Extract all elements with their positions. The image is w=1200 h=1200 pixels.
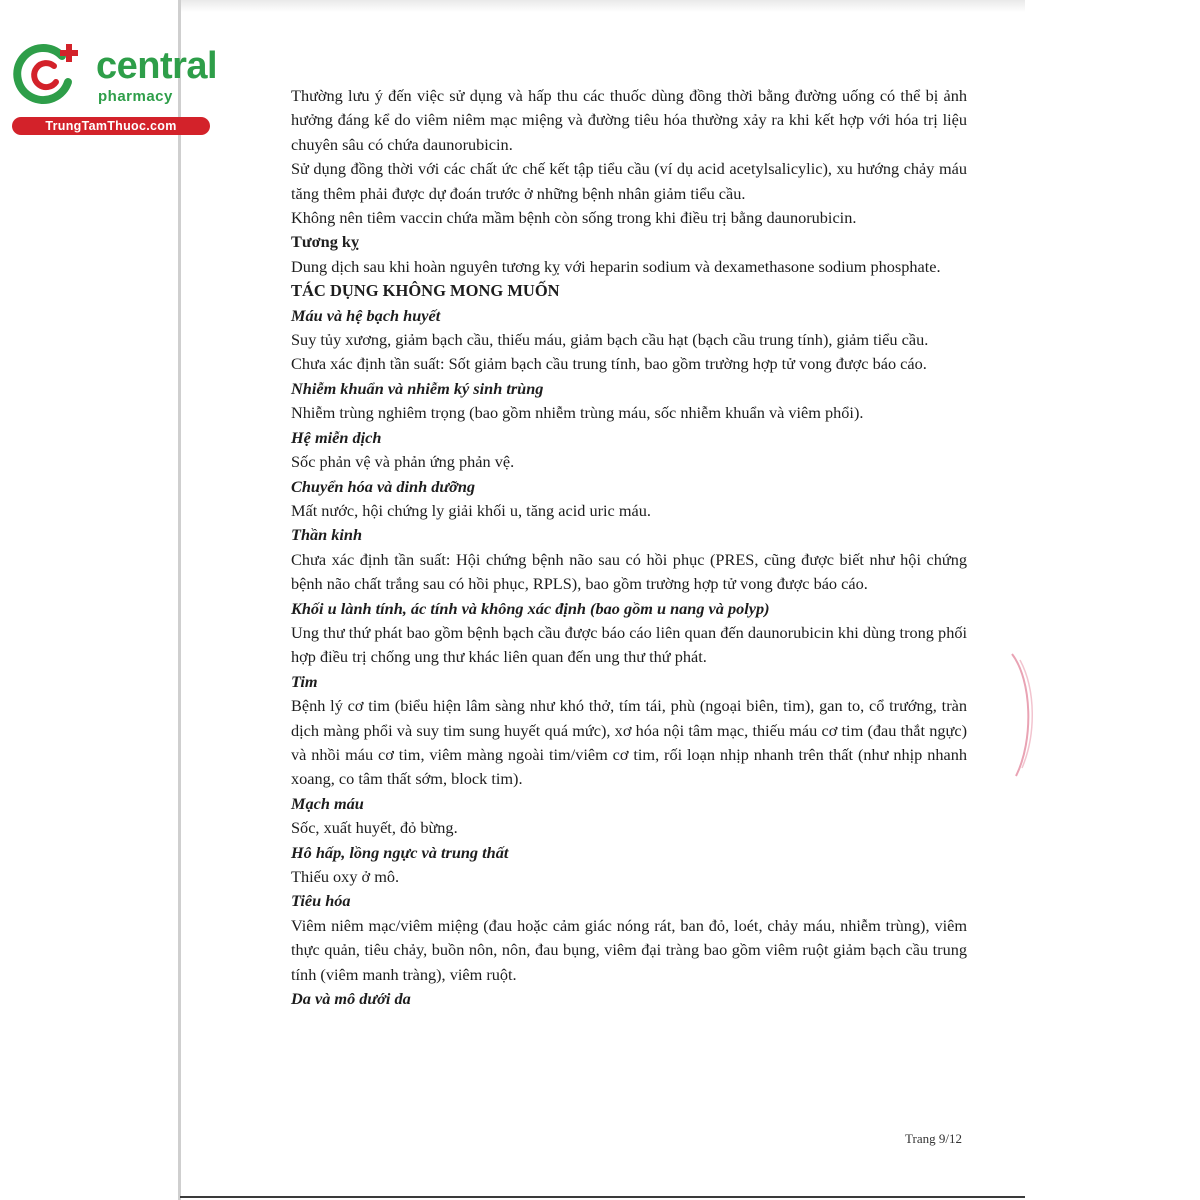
subsection-heading: Hệ miễn dịch	[291, 427, 382, 447]
subsection-heading: Tương kỵ	[291, 232, 360, 252]
subsection-heading: Chuyển hóa và dinh dưỡng	[291, 476, 476, 496]
stamp-mark-icon	[1008, 650, 1038, 780]
subsection-heading: Khối u lành tính, ác tính và không xác định (bao gồm u nang và polyp)	[291, 598, 770, 618]
paragraph: Chưa xác định tần suất: Sốt giảm bạch cầu trung tính, bao gồm trường hợp tử vong được báo cáo.	[291, 354, 927, 374]
central-pharmacy-logo[interactable]	[10, 38, 220, 138]
subsection-heading: Hô hấp, lồng ngực và trung thất	[291, 842, 509, 862]
subsection-heading: Mạch máu	[291, 793, 364, 813]
paragraph: Mất nước, hội chứng ly giải khối u, tăng acid uric máu.	[291, 500, 651, 520]
paragraph: Bệnh lý cơ tim (biểu hiện lâm sàng như khó thở, tím tái, phù (ngoại biên, tim), gan to, cổ trướng, tràn dịch màng phổi và suy tim sung huyết quá mức), xơ hóa nội tâm mạc, thiếu máu cơ tim (đau thắt ngực) và nhồi máu cơ tim, viêm màng ngoài tim/viêm cơ tim, rối loạn nhịp nhanh trên thất (như nhịp nhanh xoang, co tâm thất sớm, block tim).	[291, 696, 967, 789]
subsection-heading: Da và mô dưới da	[291, 989, 411, 1009]
paragraph: Viêm niêm mạc/viêm miệng (đau hoặc cảm giác nóng rát, ban đỏ, loét, chảy máu, nhiễm trùng), viêm thực quản, tiêu chảy, buồn nôn, nôn, đau bụng, viêm đại tràng bao gồm viêm ruột giảm bạch cầu trung tính (viêm manh tràng), viêm ruột.	[291, 915, 967, 984]
pharmacy-logo-icon	[10, 38, 86, 108]
paragraph: Ung thư thứ phát bao gồm bệnh bạch cầu được báo cáo liên quan đến daunorubicin khi dùng trong phối hợp điều trị chống ung thư khác liên quan đến ung thư thứ phát.	[291, 622, 967, 667]
subsection-heading: Máu và hệ bạch huyết	[291, 305, 441, 325]
paragraph: Sốc phản vệ và phản ứng phản vệ.	[291, 452, 515, 472]
scan-left-edge	[178, 0, 181, 1200]
subsection-heading: Thần kinh	[291, 525, 363, 545]
section-heading: TÁC DỤNG KHÔNG MONG MUỐN	[291, 281, 560, 301]
subsection-heading: Nhiễm khuẩn và nhiễm ký sinh trùng	[291, 378, 544, 398]
scan-top-edge	[180, 0, 1025, 12]
paragraph: Thiếu oxy ở mô.	[291, 867, 400, 886]
paragraph: Sốc, xuất huyết, đỏ bừng.	[291, 818, 458, 838]
logo-brand-text: central	[96, 45, 218, 87]
subsection-heading: Tiêu hóa	[291, 891, 351, 911]
page-number: Trang 9/12	[905, 1131, 962, 1146]
scan-bottom-edge	[180, 1196, 1025, 1198]
paragraph: Nhiễm trùng nghiêm trọng (bao gồm nhiễm trùng máu, sốc nhiễm khuẩn và viêm phổi).	[291, 403, 864, 423]
document-body	[291, 84, 967, 1011]
paragraph: Suy tủy xương, giảm bạch cầu, thiếu máu, giảm bạch cầu hạt (bạch cầu trung tính), giảm tiểu cầu.	[291, 330, 929, 350]
logo-sub-text: pharmacy	[98, 88, 173, 105]
logo-website-link[interactable]: TrungTamThuoc.com	[12, 117, 210, 135]
paragraph: Sử dụng đồng thời với các chất ức chế kết tập tiểu cầu (ví dụ acid acetylsalicylic), xu hướng chảy máu tăng thêm phải được dự đoán trước ở những bệnh nhân giảm tiểu cầu.	[291, 159, 967, 203]
subsection-heading: Tim	[291, 671, 318, 691]
paragraph: Thường lưu ý đến việc sử dụng và hấp thu các thuốc dùng đồng thời bằng đường uống có thể bị ảnh hưởng đáng kể do viêm niêm mạc miệng và đường tiêu hóa thường xảy ra khi kết hợp với hóa trị liệu chuyên sâu có chứa daunorubicin.	[291, 86, 967, 154]
paragraph: Dung dịch sau khi hoàn nguyên tương kỵ với heparin sodium và dexamethasone sodium phosphate.	[291, 256, 941, 276]
paragraph: Chưa xác định tần suất: Hội chứng bệnh não sau có hồi phục (PRES, cũng được biết như hội chứng bệnh não chất trắng sau có hồi phục, RPLS), bao gồm trường hợp tử vong được báo cáo.	[291, 549, 967, 594]
paragraph: Không nên tiêm vaccin chứa mầm bệnh còn sống trong khi điều trị bằng daunorubicin.	[291, 208, 857, 228]
